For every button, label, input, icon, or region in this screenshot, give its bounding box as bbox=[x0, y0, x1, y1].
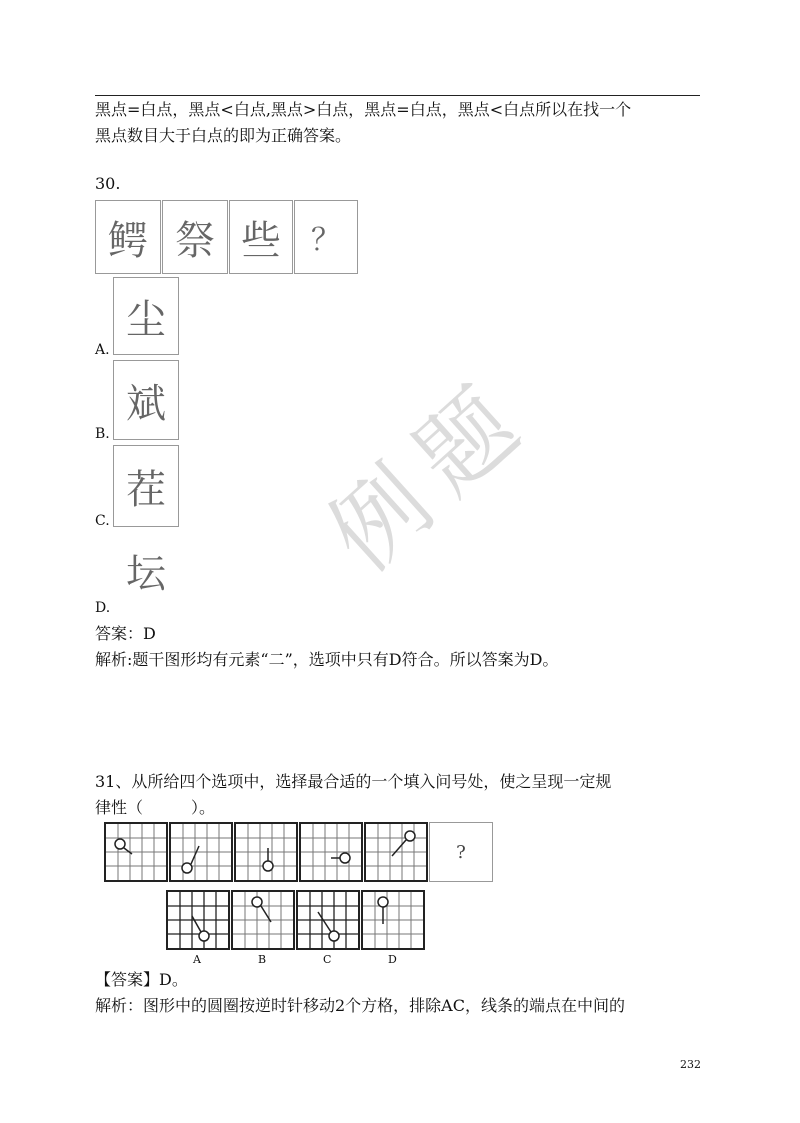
question-number: 30. bbox=[95, 174, 121, 193]
stem-figures-row bbox=[104, 822, 494, 882]
grid-figure-svg bbox=[366, 824, 426, 880]
grid-figure-svg bbox=[171, 824, 231, 880]
option-label: D bbox=[388, 953, 397, 966]
grid-figure-svg bbox=[298, 892, 358, 948]
grid-figure-svg bbox=[301, 824, 361, 880]
option-label: A bbox=[193, 953, 201, 966]
grid-figure bbox=[299, 822, 363, 882]
grid-figure-svg bbox=[363, 892, 423, 948]
option-a-grid[interactable] bbox=[166, 890, 230, 950]
analysis-text: 解析：图形中的圆圈按逆时针移动2个方格，排除AC，线条的端点在中间的 bbox=[95, 996, 625, 1015]
stem-figure: 鳄 bbox=[95, 200, 161, 274]
option-b-grid[interactable] bbox=[231, 890, 295, 950]
stem-figure: 些 bbox=[229, 200, 293, 274]
grid-figure-svg bbox=[236, 824, 296, 880]
question-mark: ? bbox=[456, 841, 466, 863]
watermark: 例题 bbox=[309, 356, 554, 593]
grid-figure bbox=[234, 822, 298, 882]
text-line: 黑点数目大于白点的即为正确答案。 bbox=[95, 126, 352, 145]
option-label-d: D. bbox=[95, 600, 111, 616]
option-a-figure[interactable]: 尘 bbox=[113, 277, 179, 355]
stem-question-mark: ？ bbox=[294, 200, 358, 274]
option-d-grid[interactable] bbox=[361, 890, 425, 950]
answer-text: 答案：D bbox=[95, 624, 156, 643]
grid-figure-svg bbox=[168, 892, 228, 948]
top-rule bbox=[95, 95, 700, 96]
stem-figure: 祭 bbox=[162, 200, 228, 274]
option-label-c: C. bbox=[95, 513, 110, 529]
option-label-a: A. bbox=[95, 342, 110, 358]
option-label: C bbox=[323, 953, 332, 966]
options-figures-row bbox=[166, 890, 426, 950]
page-number: 232 bbox=[680, 1058, 701, 1071]
option-c-grid[interactable] bbox=[296, 890, 360, 950]
question-text: 律性（ ）。 bbox=[95, 798, 216, 817]
text-line: 黑点=白点，黑点<白点,黑点>白点，黑点=白点，黑点<白点所以在找一个 bbox=[95, 100, 632, 119]
question-mark-cell bbox=[429, 822, 493, 882]
option-label-b: B. bbox=[95, 426, 110, 442]
option-b-figure[interactable]: 斌 bbox=[113, 360, 179, 440]
grid-figure bbox=[364, 822, 428, 882]
answer-text: 【答案】D。 bbox=[95, 970, 188, 989]
analysis-text: 解析:题干图形均有元素“二”，选项中只有D符合。所以答案为D。 bbox=[95, 650, 559, 669]
question-text: 31、从所给四个选项中，选择最合适的一个填入问号处，使之呈现一定规 bbox=[95, 772, 612, 791]
grid-figure bbox=[169, 822, 233, 882]
grid-figure-svg bbox=[233, 892, 293, 948]
grid-figure bbox=[104, 822, 168, 882]
grid-figure-svg bbox=[106, 824, 166, 880]
option-d-figure[interactable]: 坛 bbox=[113, 535, 179, 605]
option-c-figure[interactable]: 茬 bbox=[113, 445, 179, 527]
option-label: B bbox=[258, 953, 267, 966]
